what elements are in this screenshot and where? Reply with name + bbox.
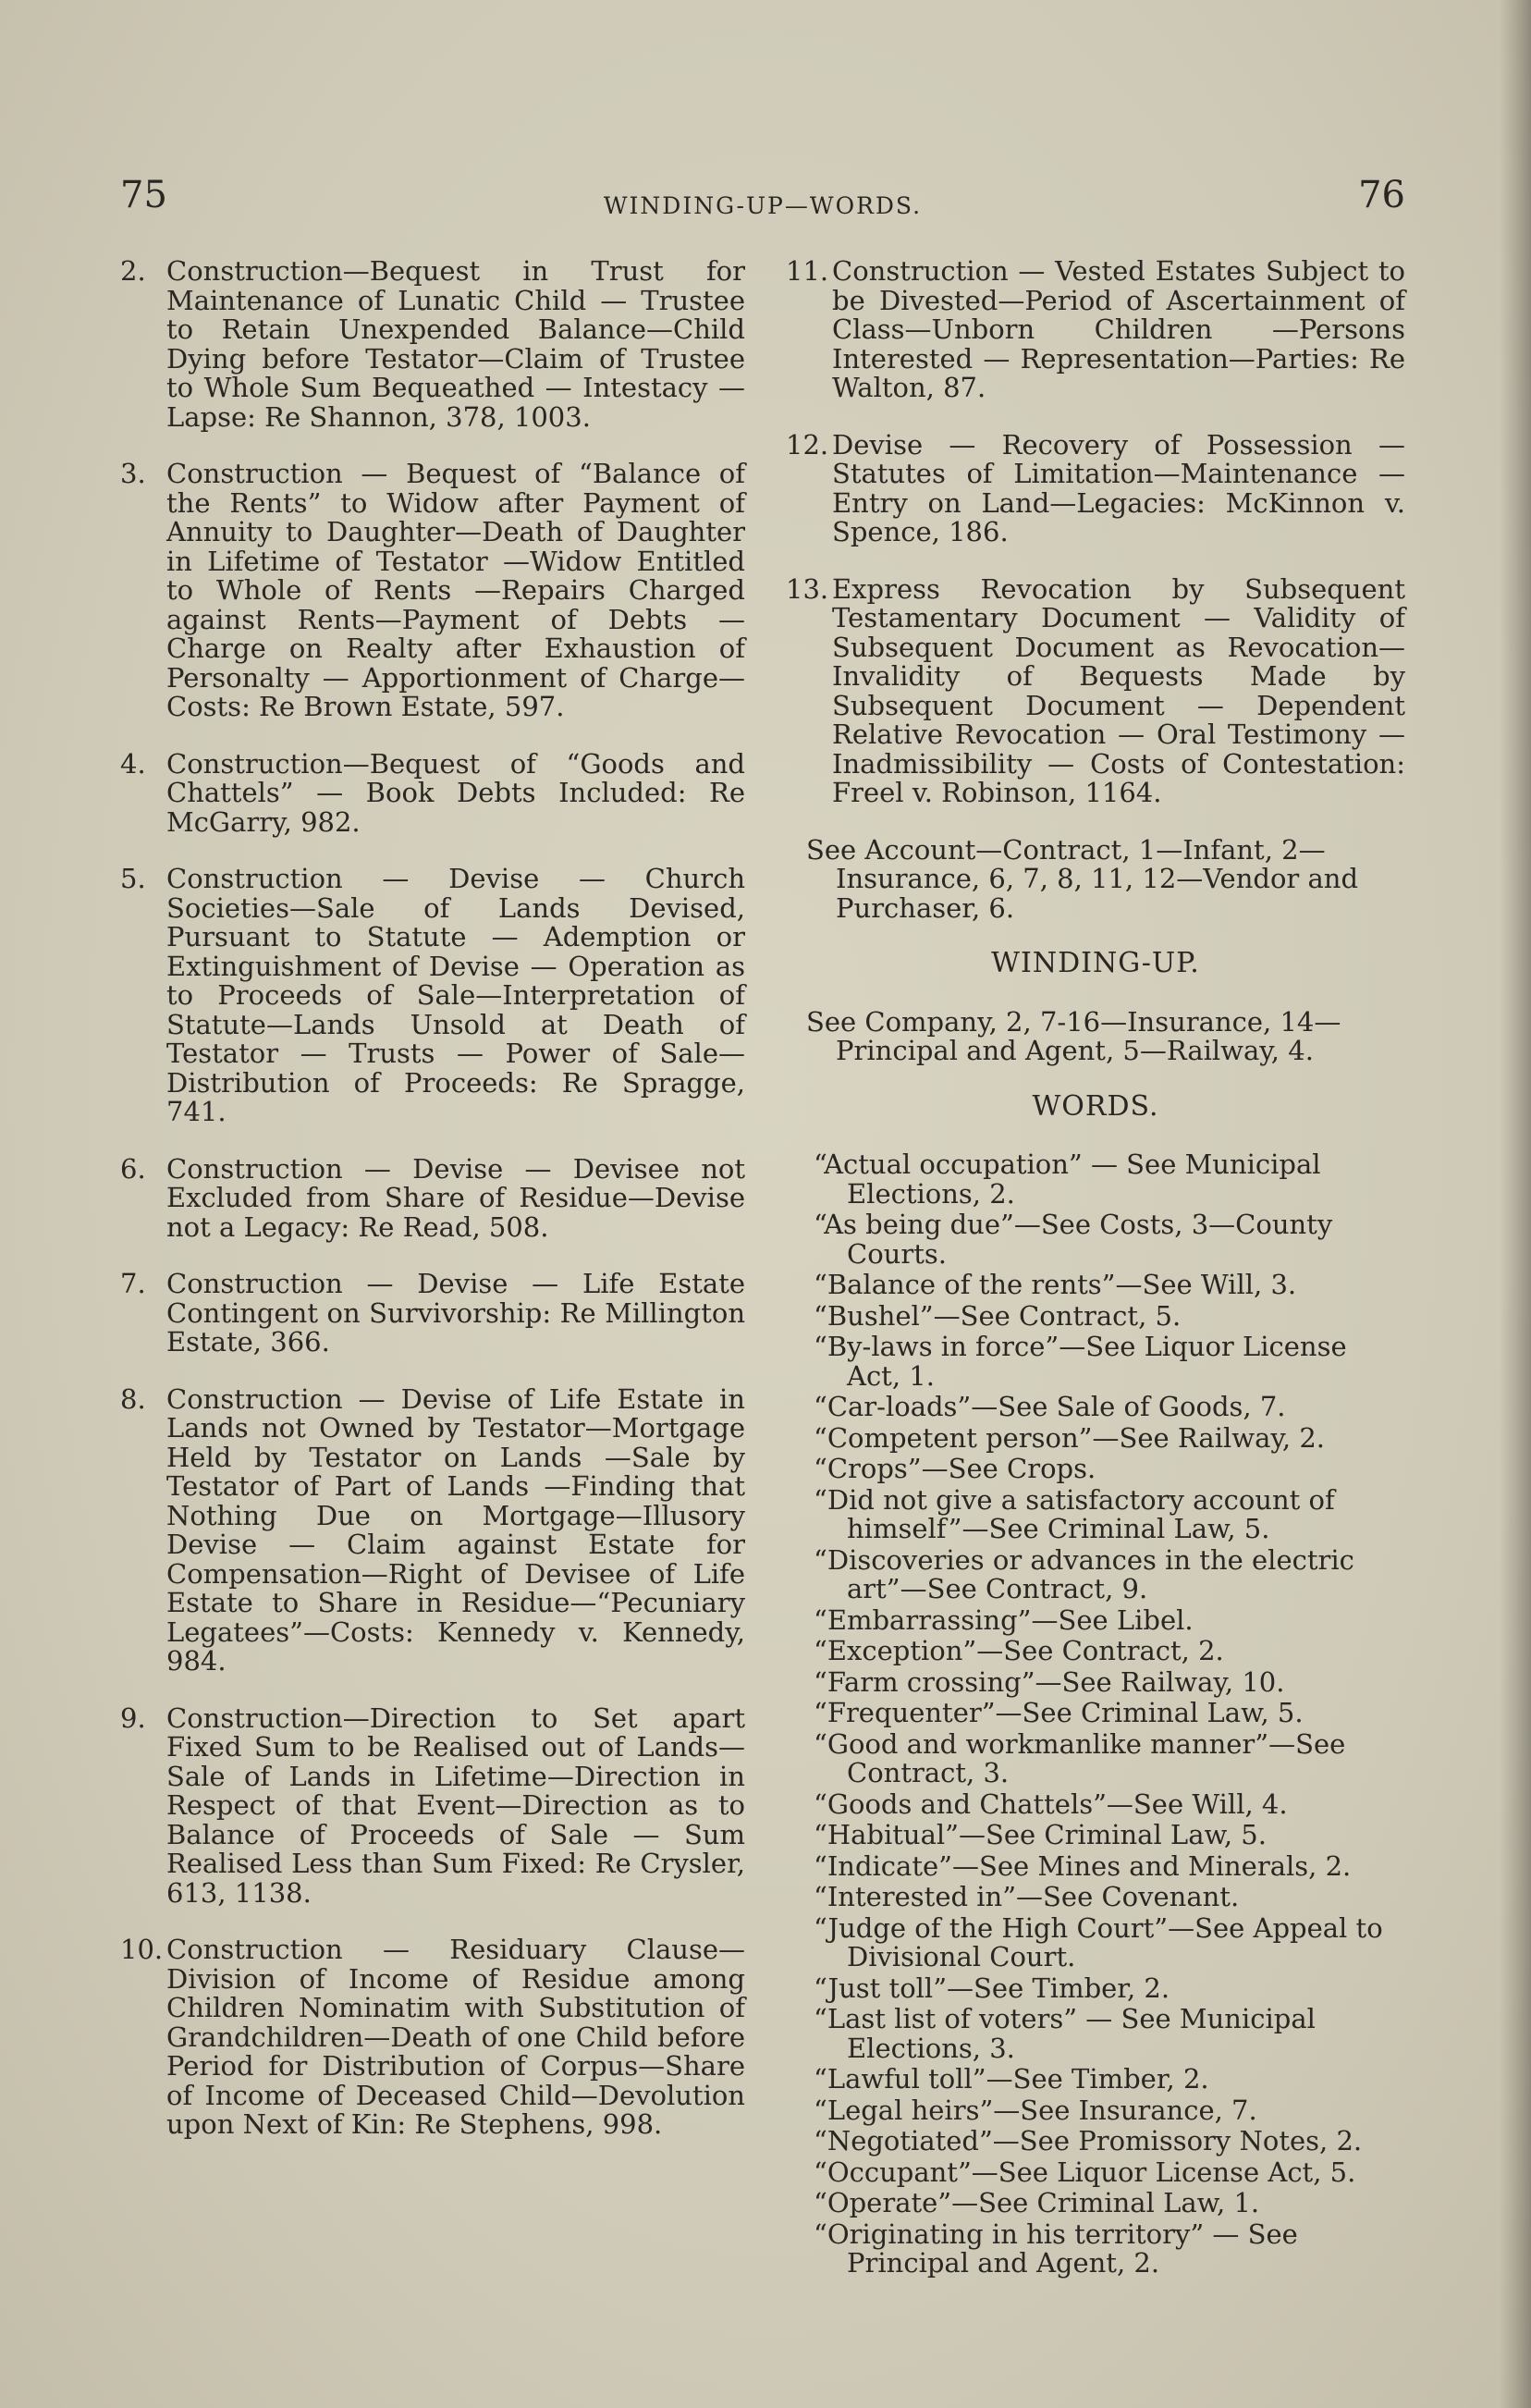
entry-text: Construction — Devise of Life Estate in Lands not Owned by Testator—Mortgage Held by Testator on Lands —Sale by Testator of Part of Lands —Finding that Nothing Due on Mortgage—Illusory Devise — Claim against Estate for Compensation—Right of Devisee of Life Estate to Share in Residue—“Pecuniary Legatees”—Costs: Kennedy v. Kennedy, 984. — [166, 1382, 745, 1677]
word-item: “Farm crossing”—See Railway, 10. — [814, 1665, 1285, 1698]
entry-text: Construction—Bequest of “Goods and Chattels” — Book Debts Included: Re McGarry, 982. — [166, 747, 745, 838]
will-entry-8 — [120, 1382, 745, 1677]
page-number-left: 75 — [120, 174, 167, 216]
will-entry-13 — [786, 572, 1405, 808]
entry-number: 3. — [120, 458, 146, 489]
entry-text: Construction — Bequest of “Balance of the Rents” to Widow after Payment of Annuity to Daughter—Death of Daughter in Lifetime of Testator —Widow Entitled to Whole of Rents —Repairs Charged against Rents—Payment of Debts — Charge on Realty after Exhaustion of Personalty — Apportionment of Charge—Costs: Re Brown Estate, 597. — [166, 458, 745, 722]
entry-text: Construction—Bequest in Trust for Maintenance of Lunatic Child — Trustee to Retain Unexpended Balance—Child Dying before Testator—Claim of Trustee to Whole Sum Bequeathed — Intestacy — Lapse: Re Shannon, 378, 1003. — [166, 255, 745, 433]
word-item: “Originating in his territory” — See Principal and Agent, 2. — [814, 2218, 1298, 2279]
word-item: “Negotiated”—See Promissory Notes, 2. — [814, 2125, 1363, 2156]
word-item: “Frequenter”—See Criminal Law, 5. — [814, 1697, 1304, 1728]
left-column — [120, 257, 745, 2168]
entry-number: 9. — [120, 1702, 146, 1734]
word-item: “Operate”—See Criminal Law, 1. — [814, 2187, 1260, 2218]
will-entry-4 — [120, 747, 745, 838]
entry-text: Construction — Devise — Devisee not Excluded from Share of Residue—Devise not a Legacy: Re Read, 508. — [166, 1152, 745, 1243]
word-item: “Lawful toll”—See Timber, 2. — [814, 2063, 1209, 2095]
page-spine-shadow — [1500, 0, 1531, 2408]
words-list — [786, 1150, 1405, 2279]
word-item: “Bushel”—See Contract, 5. — [814, 1299, 1182, 1332]
word-item: “Habitual”—See Criminal Law, 5. — [814, 1819, 1267, 1850]
entry-text: Express Revocation by Subsequent Testamentary Document — Validity of Subsequent Document as Revocation—Invalidity of Bequests Made by Subsequent Document — Dependent Relative Revocation — Oral Testimony — Inadmissibility — Costs of Contestation: Freel v. Robinson, 1164. — [832, 572, 1405, 808]
word-item: “Embarrassing”—See Libel. — [814, 1603, 1194, 1636]
will-entry-3 — [120, 460, 745, 722]
will-entry-6 — [120, 1152, 745, 1243]
word-item: “As being due”—See Costs, 3—County Courts. — [814, 1209, 1333, 1270]
word-item: “Last list of voters” — See Municipal Elections, 3. — [814, 2003, 1316, 2064]
right-column — [786, 257, 1405, 2280]
word-item: “Indicate”—See Mines and Minerals, 2. — [814, 1849, 1352, 1882]
entry-text: Construction — Devise — Church Societies—Sale of Lands Devised, Pursuant to Statute — Ademption or Extinguishment of Devise — Operation as to Proceeds of Sale—Interpretation of Statute—Lands Unsold at Death of Testator — Trusts — Power of Sale—Distribution of Proceeds: Re Spragge, 741. — [166, 863, 745, 1127]
words-heading: WORDS. — [1032, 1089, 1159, 1123]
will-entry-12 — [786, 428, 1405, 547]
word-item: “Balance of the rents”—See Will, 3. — [814, 1269, 1297, 1300]
entry-text: Construction — Devise — Life Estate Contingent on Survivorship: Re Millington Estate, 366. — [166, 1268, 745, 1358]
winding-up-see: See Company, 2, 7-16—Insurance, 14—Principal and Agent, 5—Railway, 4. — [806, 1005, 1341, 1066]
page-number-right: 76 — [1358, 174, 1405, 216]
will-entry-5 — [120, 865, 745, 1127]
running-title: WINDING-UP—WORDS. — [603, 192, 923, 219]
word-item: “Interested in”—See Covenant. — [814, 1881, 1240, 1912]
will-entry-7 — [120, 1270, 745, 1358]
will-see-also: See Account—Contract, 1—Infant, 2—Insurance, 6, 7, 8, 11, 12—Vendor and Purchaser, 6. — [806, 833, 1359, 924]
will-entry-9 — [120, 1704, 745, 1909]
entry-number: 10. — [120, 1934, 164, 1965]
word-item: “Crops”—See Crops. — [814, 1453, 1096, 1484]
word-item: “Judge of the High Court”—See Appeal to Divisional Court. — [814, 1911, 1383, 1972]
word-item: “Occupant”—See Liquor License Act, 5. — [814, 2156, 1356, 2188]
entry-number: 8. — [120, 1382, 146, 1415]
entry-number: 4. — [120, 747, 146, 780]
word-item: “Just toll”—See Timber, 2. — [814, 1972, 1170, 2004]
entry-number: 6. — [120, 1152, 146, 1185]
word-item: “Goods and Chattels”—See Will, 4. — [814, 1788, 1288, 1820]
will-entry-10 — [120, 1935, 745, 2140]
page-header — [120, 174, 1405, 229]
winding-up-heading: WINDING-UP. — [991, 947, 1200, 979]
word-item: “Actual occupation” — See Municipal Elections, 2. — [814, 1149, 1321, 1210]
word-item: “Discoveries or advances in the electric art”—See Contract, 9. — [814, 1543, 1354, 1604]
word-item: “Good and workmanlike manner”—See Contract, 3. — [814, 1727, 1346, 1788]
word-item: “Exception”—See Contract, 2. — [814, 1635, 1224, 1666]
entry-number: 13. — [786, 572, 829, 605]
entry-number: 11. — [786, 255, 829, 287]
entry-text: Construction—Direction to Set apart Fixed Sum to be Realised out of Lands—Sale of Lands in Lifetime—Direction in Respect of that Event—Direction as to Balance of Proceeds of Sale — Sum Realised Less than Sum Fixed: Re Crysler, 613, 1138. — [166, 1702, 745, 1909]
word-item: “Competent person”—See Railway, 2. — [814, 1421, 1325, 1454]
entry-text: Devise — Recovery of Possession — Statutes of Limitation—Maintenance —Entry on Land—Legacies: McKinnon v. Spence, 186. — [832, 428, 1405, 547]
entry-number: 7. — [120, 1268, 146, 1299]
word-item: “By-laws in force”—See Liquor License Act, 1. — [814, 1331, 1347, 1392]
word-item: “Car-loads”—See Sale of Goods, 7. — [814, 1391, 1286, 1422]
will-entry-11 — [786, 257, 1405, 403]
entry-number: 5. — [120, 863, 146, 894]
entry-text: Construction — Residuary Clause—Division of Income of Residue among Children Nominatim with Substitution of Grandchildren—Death of one Child before Period for Distribution of Corpus—Share of Income of Deceased Child—Devolution upon Next of Kin: Re Stephens, 998. — [166, 1934, 745, 2140]
word-item: “Did not give a satisfactory account of himself”—See Criminal Law, 5. — [814, 1483, 1335, 1544]
will-entry-2 — [120, 257, 745, 432]
entry-text: Construction — Vested Estates Subject to be Divested—Period of Ascertainment of Class—Unborn Children —Persons Interested — Representation—Parties: Re Walton, 87. — [832, 255, 1405, 403]
entry-number: 2. — [120, 255, 146, 287]
word-item: “Legal heirs”—See Insurance, 7. — [814, 2094, 1257, 2126]
entry-number: 12. — [786, 428, 829, 461]
